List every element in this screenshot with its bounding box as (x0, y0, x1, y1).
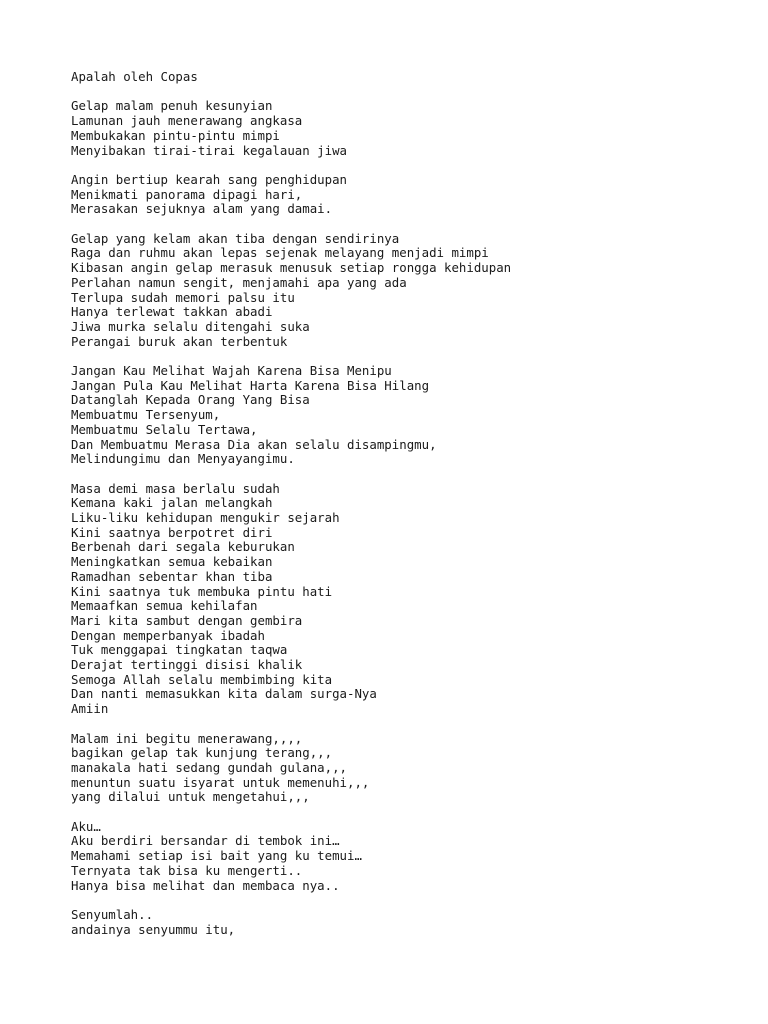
poem-line: Berbenah dari segala keburukan (71, 539, 295, 555)
poem-line: Kemana kaki jalan melangkah (71, 495, 273, 511)
poem-line: Lamunan jauh menerawang angkasa (71, 113, 303, 129)
poem-line: Hanya bisa melihat dan membaca nya.. (71, 877, 340, 893)
document-body (71, 70, 751, 952)
poem-line: Semoga Allah selalu membimbing kita (71, 671, 333, 687)
poem-line: Jiwa murka selalu ditengahi suka (71, 318, 310, 334)
poem-line: Ternyata tak bisa ku mengerti.. (71, 862, 303, 878)
poem-line: Aku berdiri bersandar di tembok ini… (71, 833, 340, 849)
stanza (71, 232, 751, 350)
stanza (71, 732, 751, 806)
stanza (71, 820, 751, 894)
poem-line: Amiin (71, 701, 109, 717)
poem-line: Senyumlah.. (71, 906, 154, 922)
stanza (71, 482, 751, 717)
poem-line: Merasakan sejuknya alam yang damai. (71, 201, 333, 217)
poem-line: Membuatmu Tersenyum, (71, 407, 221, 423)
poem-line: Derajat tertinggi disisi khalik (71, 657, 303, 673)
poem-line: Raga dan ruhmu akan lepas sejenak melayang menjadi mimpi (71, 245, 489, 261)
poem-line: Kibasan angin gelap merasuk menusuk setiap rongga kehidupan (71, 260, 512, 276)
poem-line: Aku… (71, 818, 101, 834)
poem-line: Jangan Kau Melihat Wajah Karena Bisa Menipu (71, 363, 392, 378)
poem-line: bagikan gelap tak kunjung terang,,, (71, 745, 333, 761)
stanza (71, 173, 751, 217)
stanza (71, 908, 751, 937)
poem-line: Dan nanti memasukkan kita dalam surga-Nya (71, 686, 377, 702)
stanza (71, 364, 751, 467)
poem-line: Menikmati panorama dipagi hari, (71, 186, 303, 202)
poem-stanzas (71, 99, 751, 937)
poem-line: Menyibakan tirai-tirai kegalauan jiwa (71, 142, 348, 158)
poem-line: Melindungimu dan Menyayangimu. (71, 451, 295, 467)
document-title: Apalah oleh Copas (71, 69, 198, 84)
poem-line: Dan Membuatmu Merasa Dia akan selalu disampingmu, (71, 436, 437, 452)
poem-line: Datanglah Kepada Orang Yang Bisa (71, 392, 310, 408)
poem-line: yang dilalui untuk mengetahui,,, (71, 789, 310, 805)
poem-line: Dengan memperbanyak ibadah (71, 627, 265, 643)
poem-line: Memahami setiap isi bait yang ku temui… (71, 848, 362, 864)
poem-line: manakala hati sedang gundah gulana,,, (71, 759, 348, 775)
poem-line: andainya senyummu itu, (71, 921, 236, 937)
poem-line: Perlahan namun sengit, menjamahi apa yang ada (71, 274, 407, 290)
poem-line: Liku-liku kehidupan mengukir sejarah (71, 510, 340, 526)
poem-line: Perangai buruk akan terbentuk (71, 333, 288, 349)
poem-line: Malam ini begitu menerawang,,,, (71, 730, 303, 746)
poem-line: menuntun suatu isyarat untuk memenuhi,,, (71, 774, 370, 790)
poem-line: Meningkatkan semua kebaikan (71, 554, 273, 570)
poem-line: Membukakan pintu-pintu mimpi (71, 127, 280, 143)
poem-line: Mari kita sambut dengan gembira (71, 612, 303, 628)
poem-line: Hanya terlewat takkan abadi (71, 304, 273, 320)
poem-line: Masa demi masa berlalu sudah (71, 480, 280, 496)
poem-line: Gelap malam penuh kesunyian (71, 98, 273, 114)
stanza (71, 99, 751, 158)
poem-line: Memaafkan semua kehilafan (71, 598, 258, 614)
poem-line: Tuk menggapai tingkatan taqwa (71, 642, 288, 658)
poem-line: Kini saatnya tuk membuka pintu hati (71, 583, 333, 599)
poem-line: Membuatmu Selalu Tertawa, (71, 421, 258, 437)
poem-line: Terlupa sudah memori palsu itu (71, 289, 295, 305)
poem-line: Kini saatnya berpotret diri (71, 524, 273, 540)
poem-line: Angin bertiup kearah sang penghidupan (71, 171, 348, 187)
poem-line: Jangan Pula Kau Melihat Harta Karena Bisa Hilang (71, 377, 430, 393)
poem-line: Ramadhan sebentar khan tiba (71, 568, 273, 584)
poem-line: Gelap yang kelam akan tiba dengan sendirinya (71, 230, 400, 246)
